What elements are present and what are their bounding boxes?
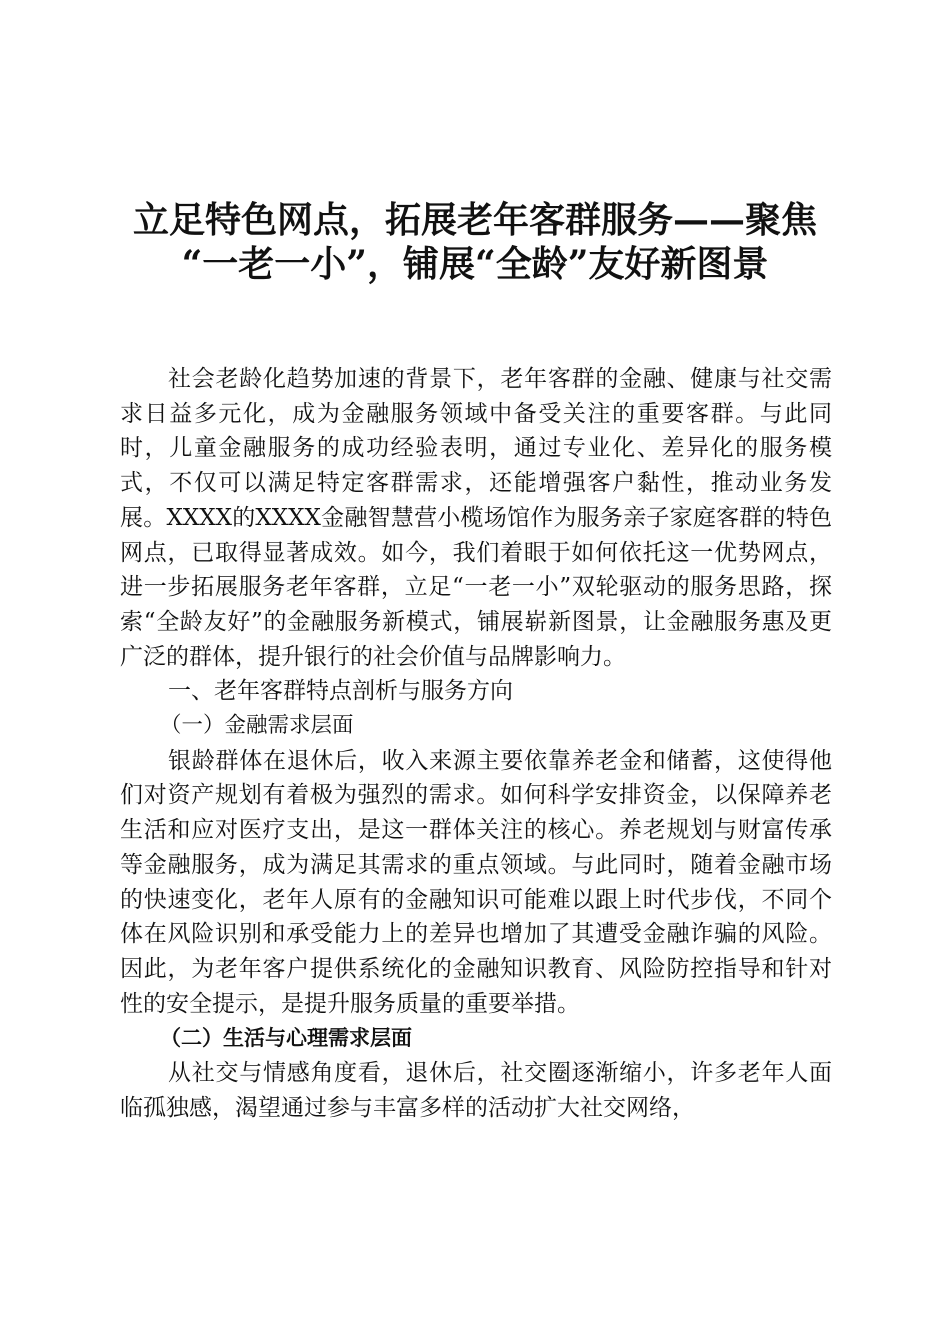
document-title-line1: 立足特色网点，拓展老年客群服务——聚焦 bbox=[132, 199, 817, 241]
subsection-heading-1: （一）金融需求层面 bbox=[160, 713, 354, 739]
document-title-line2: “一老一小”，铺展“全龄”友好新图景 bbox=[181, 243, 769, 285]
subsection-paragraph-1: 银龄群体在退休后，收入来源主要依靠养老金和储蓄，这使得他们对资产规划有着极为强烈的需求。如何科学安排资金，以保障养老生活和应对医疗支出，是这一群体关注的核心。养老规划与财富传承等金融服务，成为满足其需求的重点领域。与此同时，随着金融市场的快速变化，老年人原有的金融知识可能难以跟上时代步伐，不同个体在风险识别和承受能力上的差异也增加了其遭受金融诈骗的风险。因此，为老年客户提供系统化的金融知识教育、风险防控指导和针对性的安全提示，是提升服务质量的重要举措。 bbox=[120, 747, 832, 1017]
subsection-paragraph-2: 从社交与情感角度看，退休后，社交圈逐渐缩小，许多老年人面临孤独感，渴望通过参与丰富多样的活动扩大社交网络， bbox=[120, 1060, 832, 1121]
subsection-heading-2: （二）生活与心理需求层面 bbox=[160, 1025, 412, 1051]
document-body bbox=[120, 362, 832, 1125]
section-heading-1: 一、老年客群特点剖析与服务方向 bbox=[168, 678, 513, 705]
intro-paragraph: 社会老龄化趋势加速的背景下，老年客群的金融、健康与社交需求日益多元化，成为金融服务领域中备受关注的重要客群。与此同时，儿童金融服务的成功经验表明，通过专业化、差异化的服务模式，不仅可以满足特定客群需求，还能增强客户黏性，推动业务发展。XXXX的XXXX金融智慧营小榄场馆作为服务亲子家庭客群的特色网点，已取得显著成效。如今，我们着眼于如何依托这一优势网点，进一步拓展服务老年客群，立足“一老一小”双轮驱动的服务思路，探索“全龄友好”的金融服务新模式，铺展崭新图景，让金融服务惠及更广泛的群体，提升银行的社会价值与品牌影响力。 bbox=[120, 366, 832, 670]
